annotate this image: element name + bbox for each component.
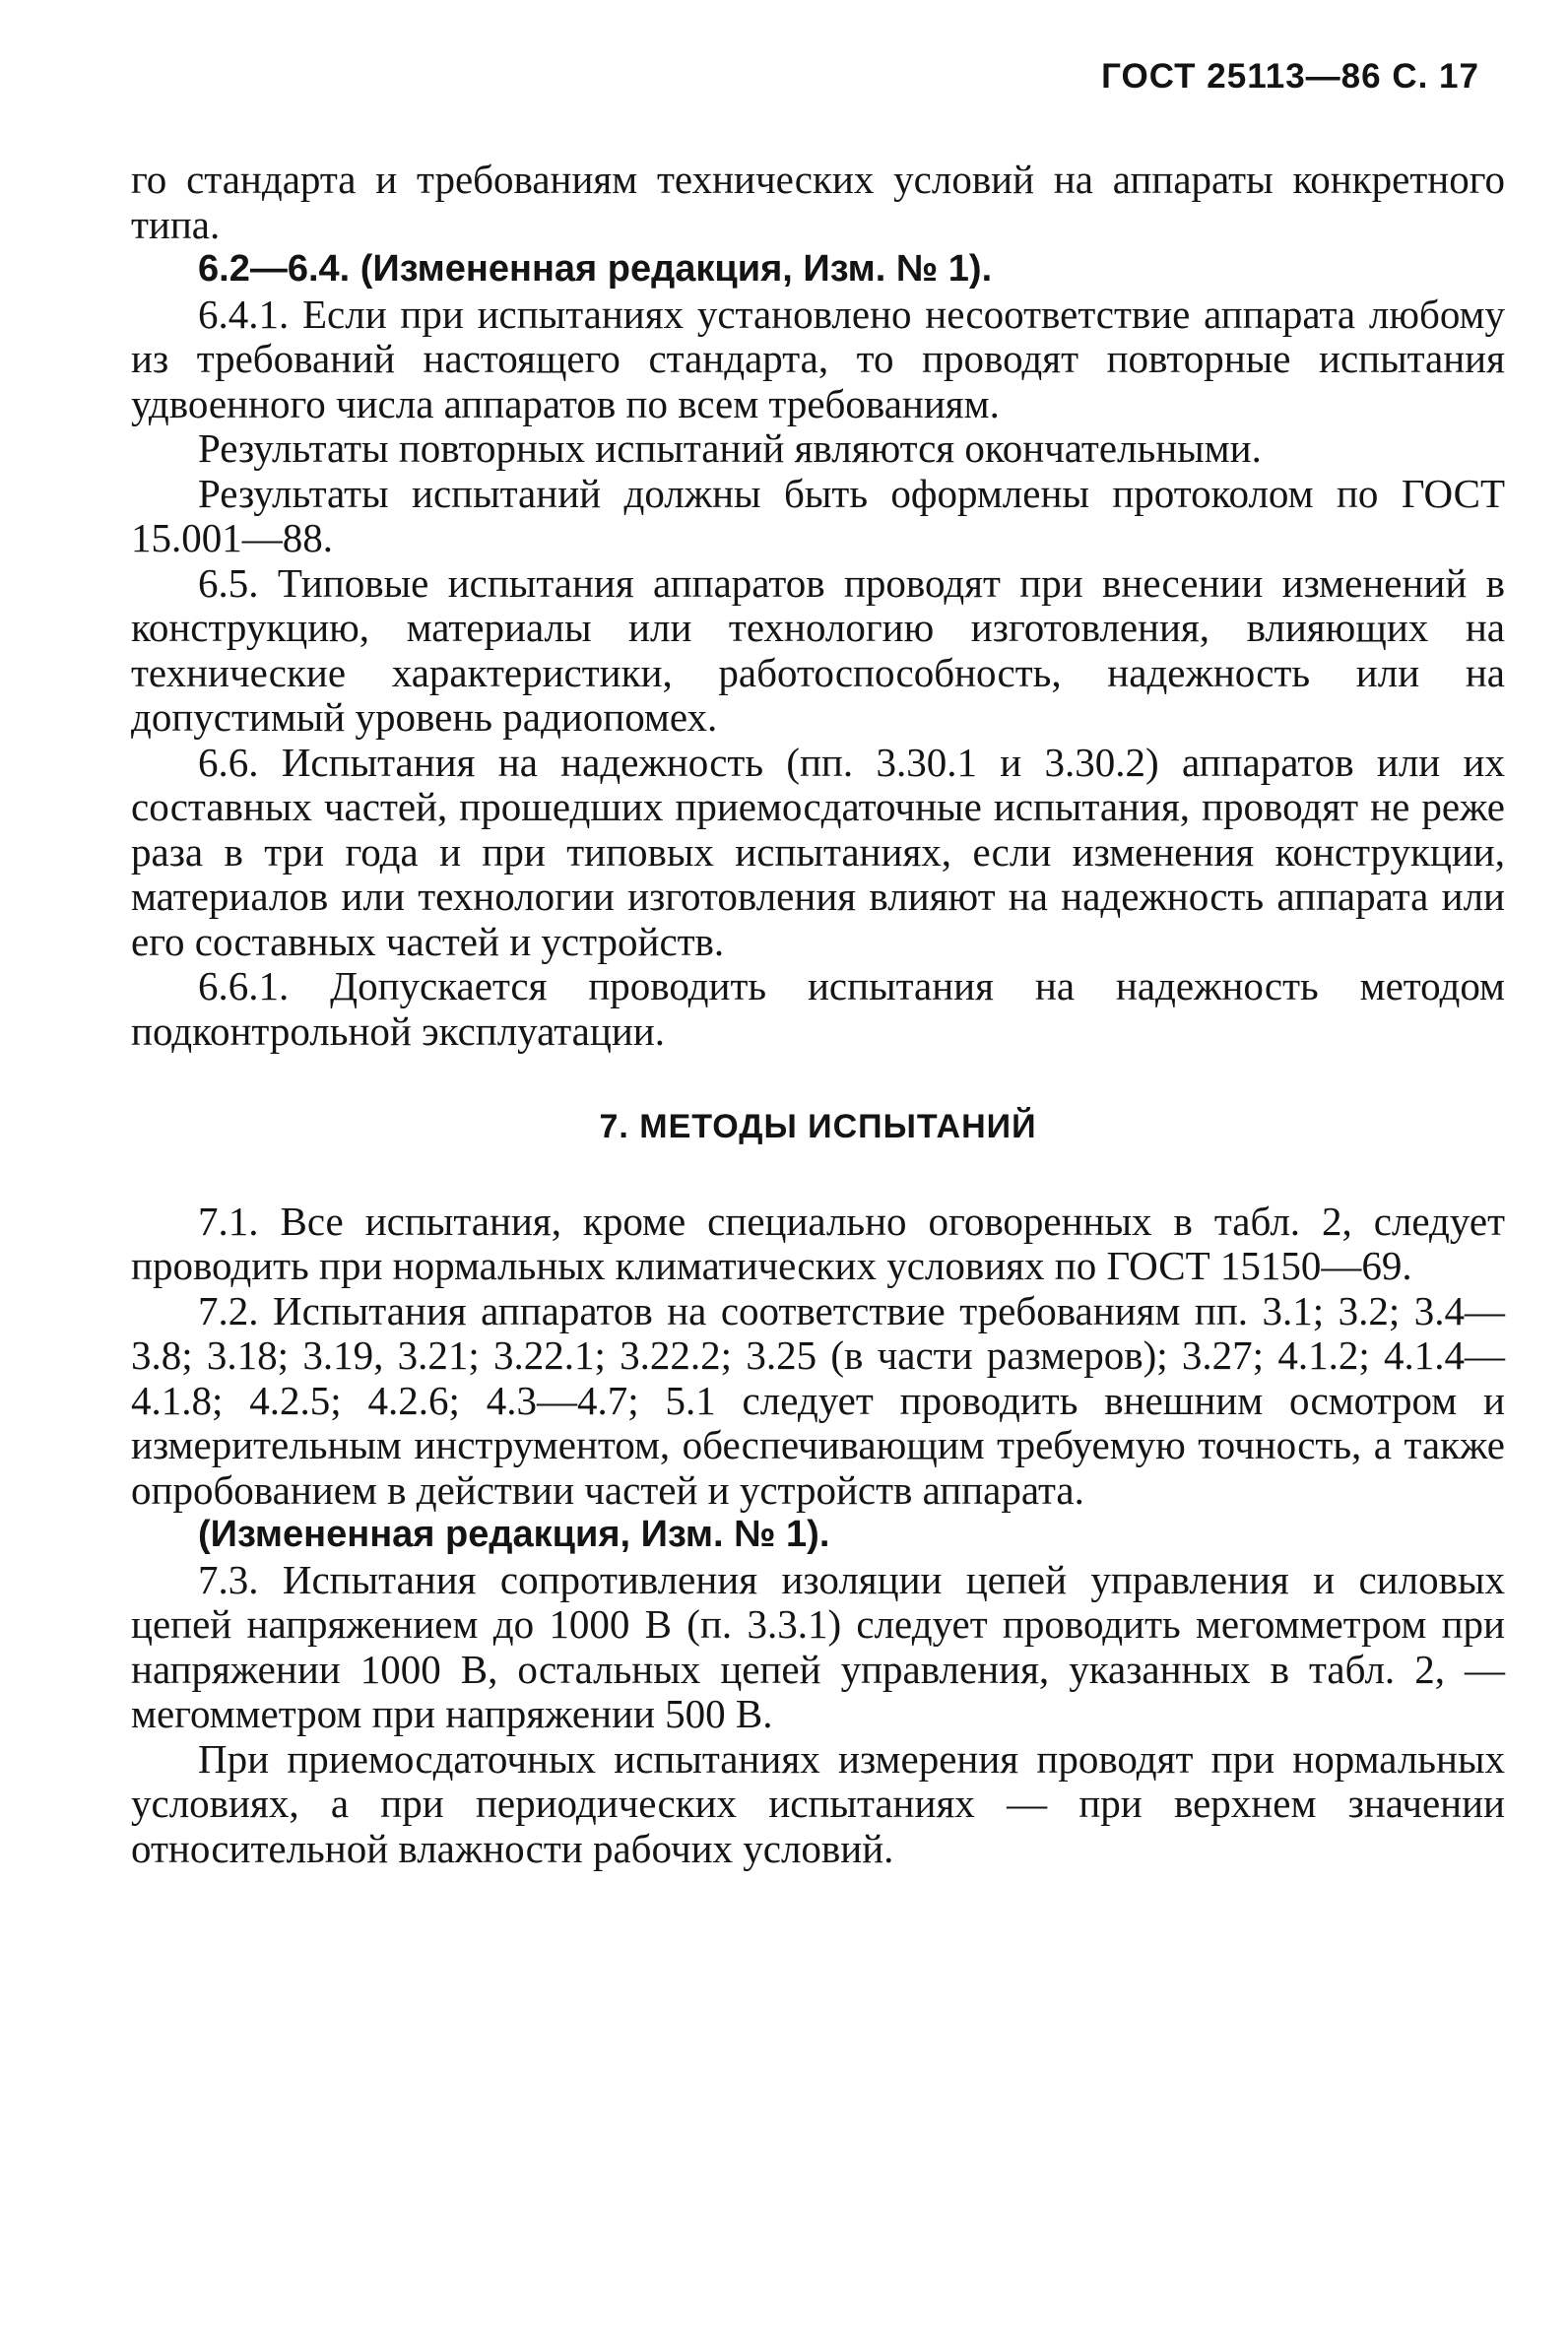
clause-7-1: 7.1. Все испытания, кроме специально оговоренных в табл. 2, следует проводить при нормальных климатических условиях по ГОСТ 15150—69. <box>131 1198 1505 1288</box>
clause-6-6: 6.6. Испытания на надежность (пп. 3.30.1 и 3.30.2) аппаратов или их составных частей, прошедших приемосдаточные испытания, проводят не реже раза в три года и при типовых испытаниях, если изменения конструкции, материалов или технологии изготовления влияют на надежность аппарата или его составных частей и устройств. <box>131 739 1505 964</box>
clause-7-2: 7.2. Испытания аппаратов на соответствие требованиям пп. 3.1; 3.2; 3.4—3.8; 3.18; 3.19, 3.21; 3.22.1; 3.22.2; 3.25 (в части размеров); 3.27; 4.1.2; 4.1.4—4.1.8; 4.2.5; 4.2.6; 4.3—4.7; 5.1 следует проводить внешним осмотром и измерительным инструментом, обеспечивающим требуемую точность, а также опробованием в действии частей и устройств аппарата. <box>131 1287 1505 1513</box>
running-header: ГОСТ 25113—86 С. 17 <box>1101 57 1479 96</box>
amendment-note-2: (Измененная редакция, Изм. № 1). <box>198 1514 830 1555</box>
clause-6-6-1: 6.6.1. Допускается проводить испытания на надежность методом подконтрольной эксплуатации. <box>131 963 1505 1054</box>
clause-7-3: 7.3. Испытания сопротивления изоляции цепей управления и силовых цепей напряжением до 1000 В (п. 3.3.1) следует проводить мегомметром при напряжении 1000 В, остальных цепей управления, указанных в табл. 2, — мегомметром при напряжении 500 В. <box>131 1556 1505 1736</box>
section-heading: 7. МЕТОДЫ ИСПЫТАНИЙ <box>599 1108 1037 1145</box>
acceptance-tests-note: При приемосдаточных испытаниях измерения проводят при нормальных условиях, а при периодических испытаниях — при верхнем значении относительной влажности рабочих условий. <box>131 1735 1505 1871</box>
clause-6-4-1: 6.4.1. Если при испытаниях установлено несоответствие аппарата любому из требований настоящего стандарта, то проводят повторные испытания удвоенного числа аппаратов по всем требованиям. <box>131 291 1505 426</box>
test-protocol-note: Результаты испытаний должны быть оформлены протоколом по ГОСТ 15.001—88. <box>131 470 1505 560</box>
clause-6-5: 6.5. Типовые испытания аппаратов проводят при внесении изменений в конструкцию, материалы или технологию изготовления, влияющих на технические характеристики, работоспособность, надежность или на допустимый уровень радиопомех. <box>131 559 1505 740</box>
amendment-note: 6.2—6.4. (Измененная редакция, Изм. № 1). <box>198 248 993 290</box>
paragraph-continuation: го стандарта и требованиям технических условий на аппараты конкретного типа. <box>131 157 1505 247</box>
repeat-tests-result: Результаты повторных испытаний являются окончательными. <box>198 425 1262 471</box>
body-text <box>131 158 1505 1871</box>
